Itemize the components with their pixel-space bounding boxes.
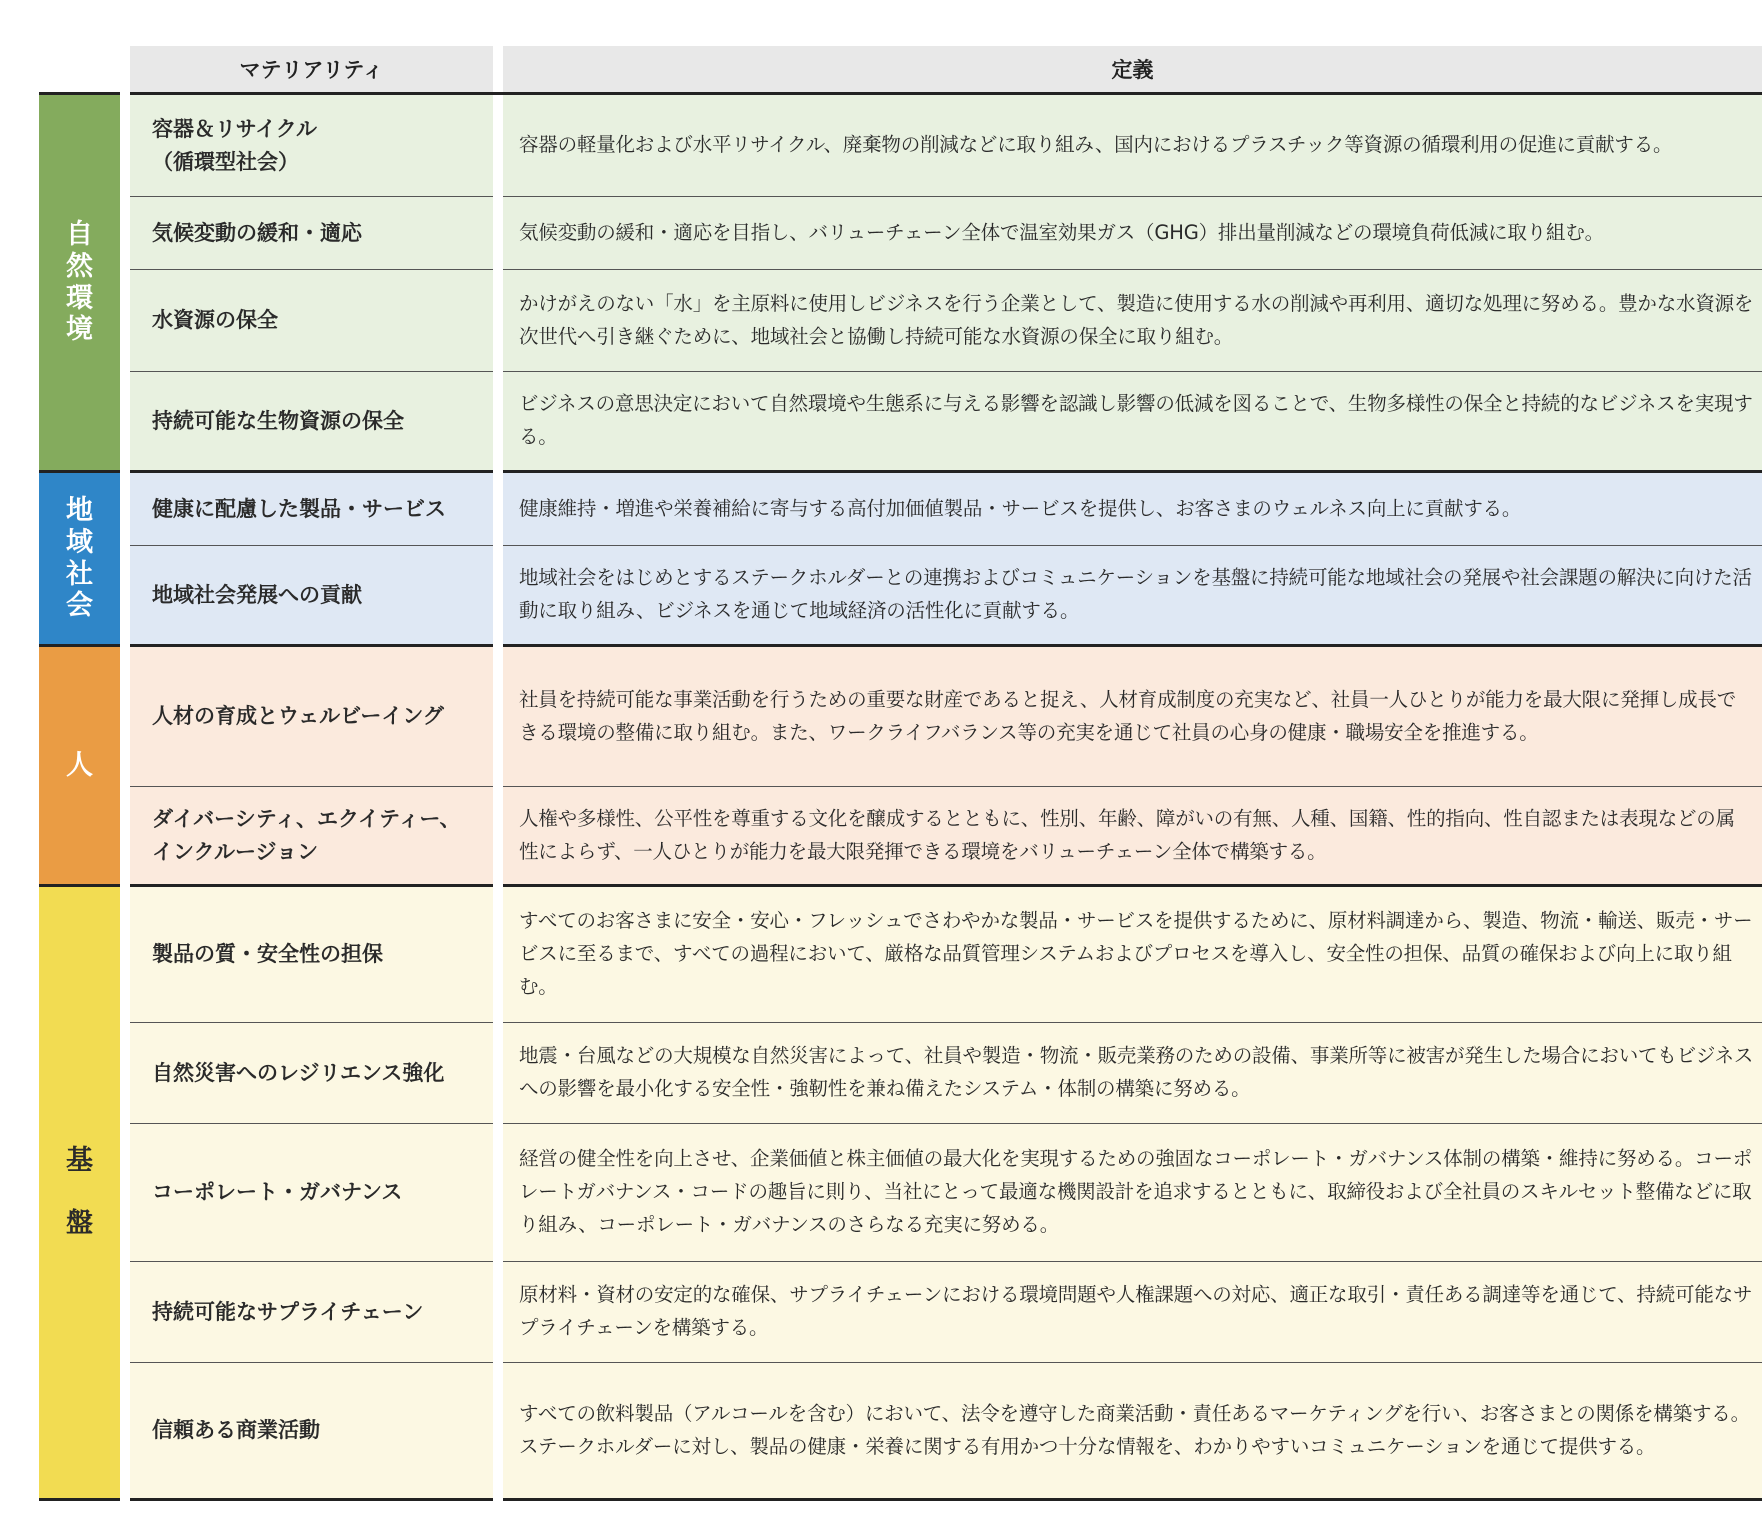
header-blank-cell bbox=[39, 46, 120, 95]
materiality-name: 健康に配慮した製品・サービス bbox=[130, 473, 493, 546]
materiality-definition: 地域社会をはじめとするステークホルダーとの連携およびコミュニケーションを基盤に持続可能な地域社会の発展や社会課題の解決に向けた活動に取り組み、ビジネスを通じて地域経済の活性化に貢献する。 bbox=[503, 546, 1762, 647]
materiality-definition: 地震・台風などの大規模な自然災害によって、社員や製造・物流・販売業務のための設備、事業所等に被害が発生した場合においてもビジネスへの影響を最小化する安全性・強靭性を兼ね備えたシステム・体制の構築に努める。 bbox=[503, 1023, 1762, 1124]
category-people bbox=[39, 647, 120, 887]
category-nature bbox=[39, 95, 120, 473]
materiality-name: 持続可能なサプライチェーン bbox=[130, 1262, 493, 1363]
materiality-name: 気候変動の緩和・適応 bbox=[130, 197, 493, 270]
category-community bbox=[39, 473, 120, 647]
materiality-name: 容器＆リサイクル （循環型社会） bbox=[130, 95, 493, 197]
materiality-definition: すべてのお客さまに安全・安心・フレッシュでさわやかな製品・サービスを提供するために、原材料調達から、製造、物流・輸送、販売・サービスに至るまで、すべての過程において、厳格な品質管理システムおよびプロセスを導入し、安全性の担保、品質の確保および向上に取り組む。 bbox=[503, 887, 1762, 1023]
materiality-definition: すべての飲料製品（アルコールを含む）において、法令を遵守した商業活動・責任あるマーケティングを行い、お客さまとの関係を構築する。ステークホルダーに対し、製品の健康・栄養に関する有用かつ十分な情報を、わかりやすいコミュニケーションを通じて提供する。 bbox=[503, 1363, 1762, 1501]
materiality-name: 人材の育成とウェルビーイング bbox=[130, 647, 493, 787]
category-label: 地域社会 bbox=[66, 494, 93, 622]
materiality-name: ダイバーシティ、エクイティー、 インクルージョン bbox=[130, 787, 493, 887]
materiality-definition: 人権や多様性、公平性を尊重する文化を醸成するとともに、性別、年齢、障がいの有無、人種、国籍、性的指向、性自認または表現などの属性によらず、一人ひとりが能力を最大限発揮できる環境をバリューチェーン全体で構築する。 bbox=[503, 787, 1762, 887]
materiality-name: 製品の質・安全性の担保 bbox=[130, 887, 493, 1023]
category-foundation bbox=[39, 887, 120, 1501]
materiality-name: 水資源の保全 bbox=[130, 270, 493, 372]
materiality-definition: かけがえのない「水」を主原料に使用しビジネスを行う企業として、製造に使用する水の削減や再利用、適切な処理に努める。豊かな水資源を次世代へ引き継ぐために、地域社会と協働し持続可能な水資源の保全に取り組む。 bbox=[503, 270, 1762, 372]
header-materiality: マテリアリティ bbox=[130, 46, 493, 95]
materiality-name: 自然災害へのレジリエンス強化 bbox=[130, 1023, 493, 1124]
category-label: 人 bbox=[66, 749, 93, 781]
materiality-name: 信頼ある商業活動 bbox=[130, 1363, 493, 1501]
materiality-definition: 容器の軽量化および水平リサイクル、廃棄物の削減などに取り組み、国内におけるプラスチック等資源の循環利用の促進に貢献する。 bbox=[503, 95, 1762, 197]
materiality-definition: 原材料・資材の安定的な確保、サプライチェーンにおける環境問題や人権課題への対応、適正な取引・責任ある調達等を通じて、持続可能なサプライチェーンを構築する。 bbox=[503, 1262, 1762, 1363]
materiality-name: 地域社会発展への貢献 bbox=[130, 546, 493, 647]
materiality-definition: 健康維持・増進や栄養補給に寄与する高付加価値製品・サービスを提供し、お客さまのウェルネス向上に貢献する。 bbox=[503, 473, 1762, 546]
materiality-definition: 経営の健全性を向上させ、企業価値と株主価値の最大化を実現するための強固なコーポレート・ガバナンス体制の構築・維持に努める。コーポレートガバナンス・コードの趣旨に則り、当社にとって最適な機関設計を追求するとともに、取締役および全社員のスキルセット整備などに取り組み、コーポレート・ガバナンスのさらなる充実に努める。 bbox=[503, 1124, 1762, 1262]
materiality-name: コーポレート・ガバナンス bbox=[130, 1124, 493, 1262]
header-definition: 定義 bbox=[503, 46, 1762, 95]
materiality-name: 持続可能な生物資源の保全 bbox=[130, 372, 493, 473]
materiality-definition: 社員を持続可能な事業活動を行うための重要な財産であると捉え、人材育成制度の充実など、社員一人ひとりが能力を最大限に発揮し成長できる環境の整備に取り組む。また、ワークライフバランス等の充実を通じて社員の心身の健康・職場安全を推進する。 bbox=[503, 647, 1762, 787]
category-label: 自然環境 bbox=[66, 218, 93, 346]
materiality-definition: ビジネスの意思決定において自然環境や生態系に与える影響を認識し影響の低減を図ることで、生物多様性の保全と持続的なビジネスを実現する。 bbox=[503, 372, 1762, 473]
category-label: 基盤 bbox=[66, 1145, 93, 1239]
materiality-table bbox=[39, 46, 1762, 1501]
materiality-definition: 気候変動の緩和・適応を目指し、バリューチェーン全体で温室効果ガス（GHG）排出量削減などの環境負荷低減に取り組む。 bbox=[503, 197, 1762, 270]
